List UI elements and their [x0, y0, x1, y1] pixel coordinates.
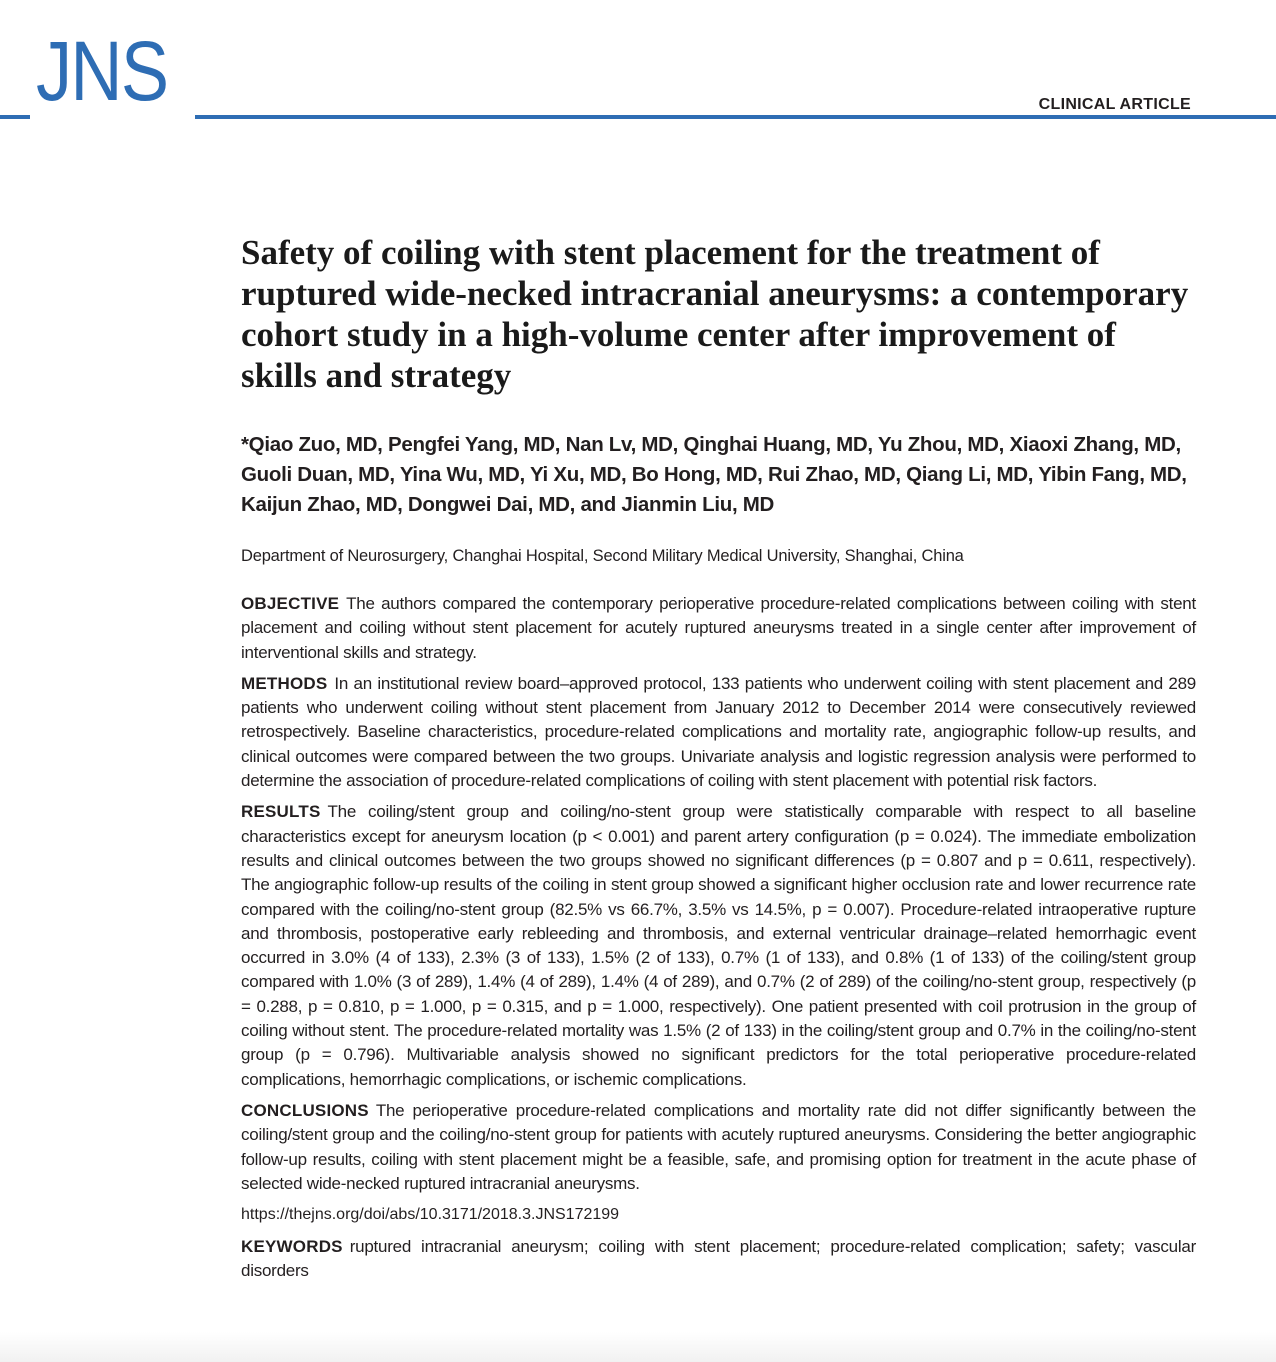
- conclusions-text: The perioperative procedure-related complications and mortality rate did not differ significantly between the coiling/stent group and the coiling/no-stent group for patients with acutely ruptured aneurysms. Considering the better angiographic follow-up results, coiling with stent placement might be a feasible, safe, and promising option for treatment in the acute phase of selected wide-necked ruptured intracranial aneurysms.: [241, 1100, 1196, 1193]
- doi-link[interactable]: https://thejns.org/doi/abs/10.3171/2018.3.JNS172199: [241, 1206, 620, 1224]
- keywords-text: ruptured intracranial aneurysm; coiling with stent placement; procedure-related complication; safety; vascular disorders: [241, 1237, 1196, 1281]
- methods-text: In an institutional review board–approved protocol, 133 patients who underwent coiling with stent placement and 289 patients who underwent coiling without stent placement from January 2012 to December 2014 were consecutively reviewed retrospectively. Baseline characteristics, procedure-related complications and mortality rate, angiographic follow-up results, and clinical outcomes were compared between the two groups. Univariate analysis and logistic regression analysis were performed to determine the association of procedure-related complications of coiling with stent placement with potential risk factors.: [241, 673, 1196, 791]
- abstract-results: [241, 800, 1196, 1092]
- objective-text: The authors compared the contemporary perioperative procedure-related complications between coiling with stent placement and coiling without stent placement for acutely ruptured aneurysms treated in a single center after improvement of interventional skills and strategy.: [241, 594, 1196, 662]
- journal-logo: [30, 26, 195, 132]
- objective-heading: OBJECTIVE: [241, 594, 340, 613]
- abstract-methods: [241, 672, 1196, 793]
- abstract-conclusions: [241, 1099, 1196, 1196]
- keywords-heading: KEYWORDS: [241, 1237, 343, 1257]
- results-heading: RESULTS: [241, 802, 321, 822]
- author-list: *Qiao Zuo, MD, Pengfei Yang, MD, Nan Lv, MD, Qinghai Huang, MD, Yu Zhou, MD, Xiaoxi Zhang, MD, Guoli Duan, MD, Yina Wu, MD, Yi Xu, MD, Bo Hong, MD, Rui Zhao, MD, Qiang Li, MD, Yibin Fang, MD, Kaijun Zhao, MD, Dongwei Dai, MD, and Jianmin Liu, MD: [241, 433, 1187, 516]
- affiliation: Department of Neurosurgery, Changhai Hospital, Second Military Medical University, Shanghai, China: [241, 547, 964, 565]
- article-type-label: CLINICAL ARTICLE: [1038, 96, 1191, 113]
- keywords: [241, 1235, 1196, 1284]
- abstract-objective: [241, 592, 1196, 665]
- abstract: [241, 592, 1196, 1196]
- article-title: Safety of coiling with stent placement for the treatment of ruptured wide-necked intracranial aneurysms: a contemporary cohort study in a high-volume center after improvement of skills and strategy: [241, 233, 1189, 395]
- journal-logo-text: JNS: [36, 24, 168, 118]
- conclusions-heading: CONCLUSIONS: [241, 1100, 369, 1120]
- results-text: The coiling/stent group and coiling/no-stent group were statistically comparable with respect to all baseline characteristics except for aneurysm location (p < 0.001) and parent artery configuration (p = 0.024). The immediate embolization results and clinical outcomes between the two groups showed no significant differences (p = 0.807 and p = 0.611, respectively). The angiographic follow-up results of the coiling in stent group showed a significant higher occlusion rate and lower recurrence rate compared with the coiling/no-stent group (82.5% vs 66.7%, 3.5% vs 14.5%, p = 0.007). Procedure-related intraoperative rupture and thrombosis, postoperative early rebleeding and thrombosis, and external ventricular drainage–related hemorrhagic event occurred in 3.0% (4 of 133), 2.3% (3 of 133), 1.5% (2 of 133), 0.7% (1 of 133), and 0.8% (1 of 133) of the coiling/stent group compared with 1.0% (3 of 289), 1.4% (4 of 289), 1.4% (4 of 289), and 0.7% (2 of 289) of the coiling/no-stent group, respectively (p = 0.288, p = 0.810, p = 1.000, p = 0.315, and p = 1.000, respectively). One patient presented with coil protrusion in the group of coiling without stent. The procedure-related mortality was 1.5% (2 of 133) in the coiling/stent group and 0.7% in the coiling/no-stent group (p = 0.796). Multivariable analysis showed no significant predictors for the total perioperative procedure-related complications, hemorrhagic complications, or ischemic complications.: [241, 802, 1196, 1089]
- article-content: [241, 232, 1196, 1291]
- methods-heading: METHODS: [241, 673, 328, 693]
- page-bottom-shadow: [0, 1332, 1276, 1362]
